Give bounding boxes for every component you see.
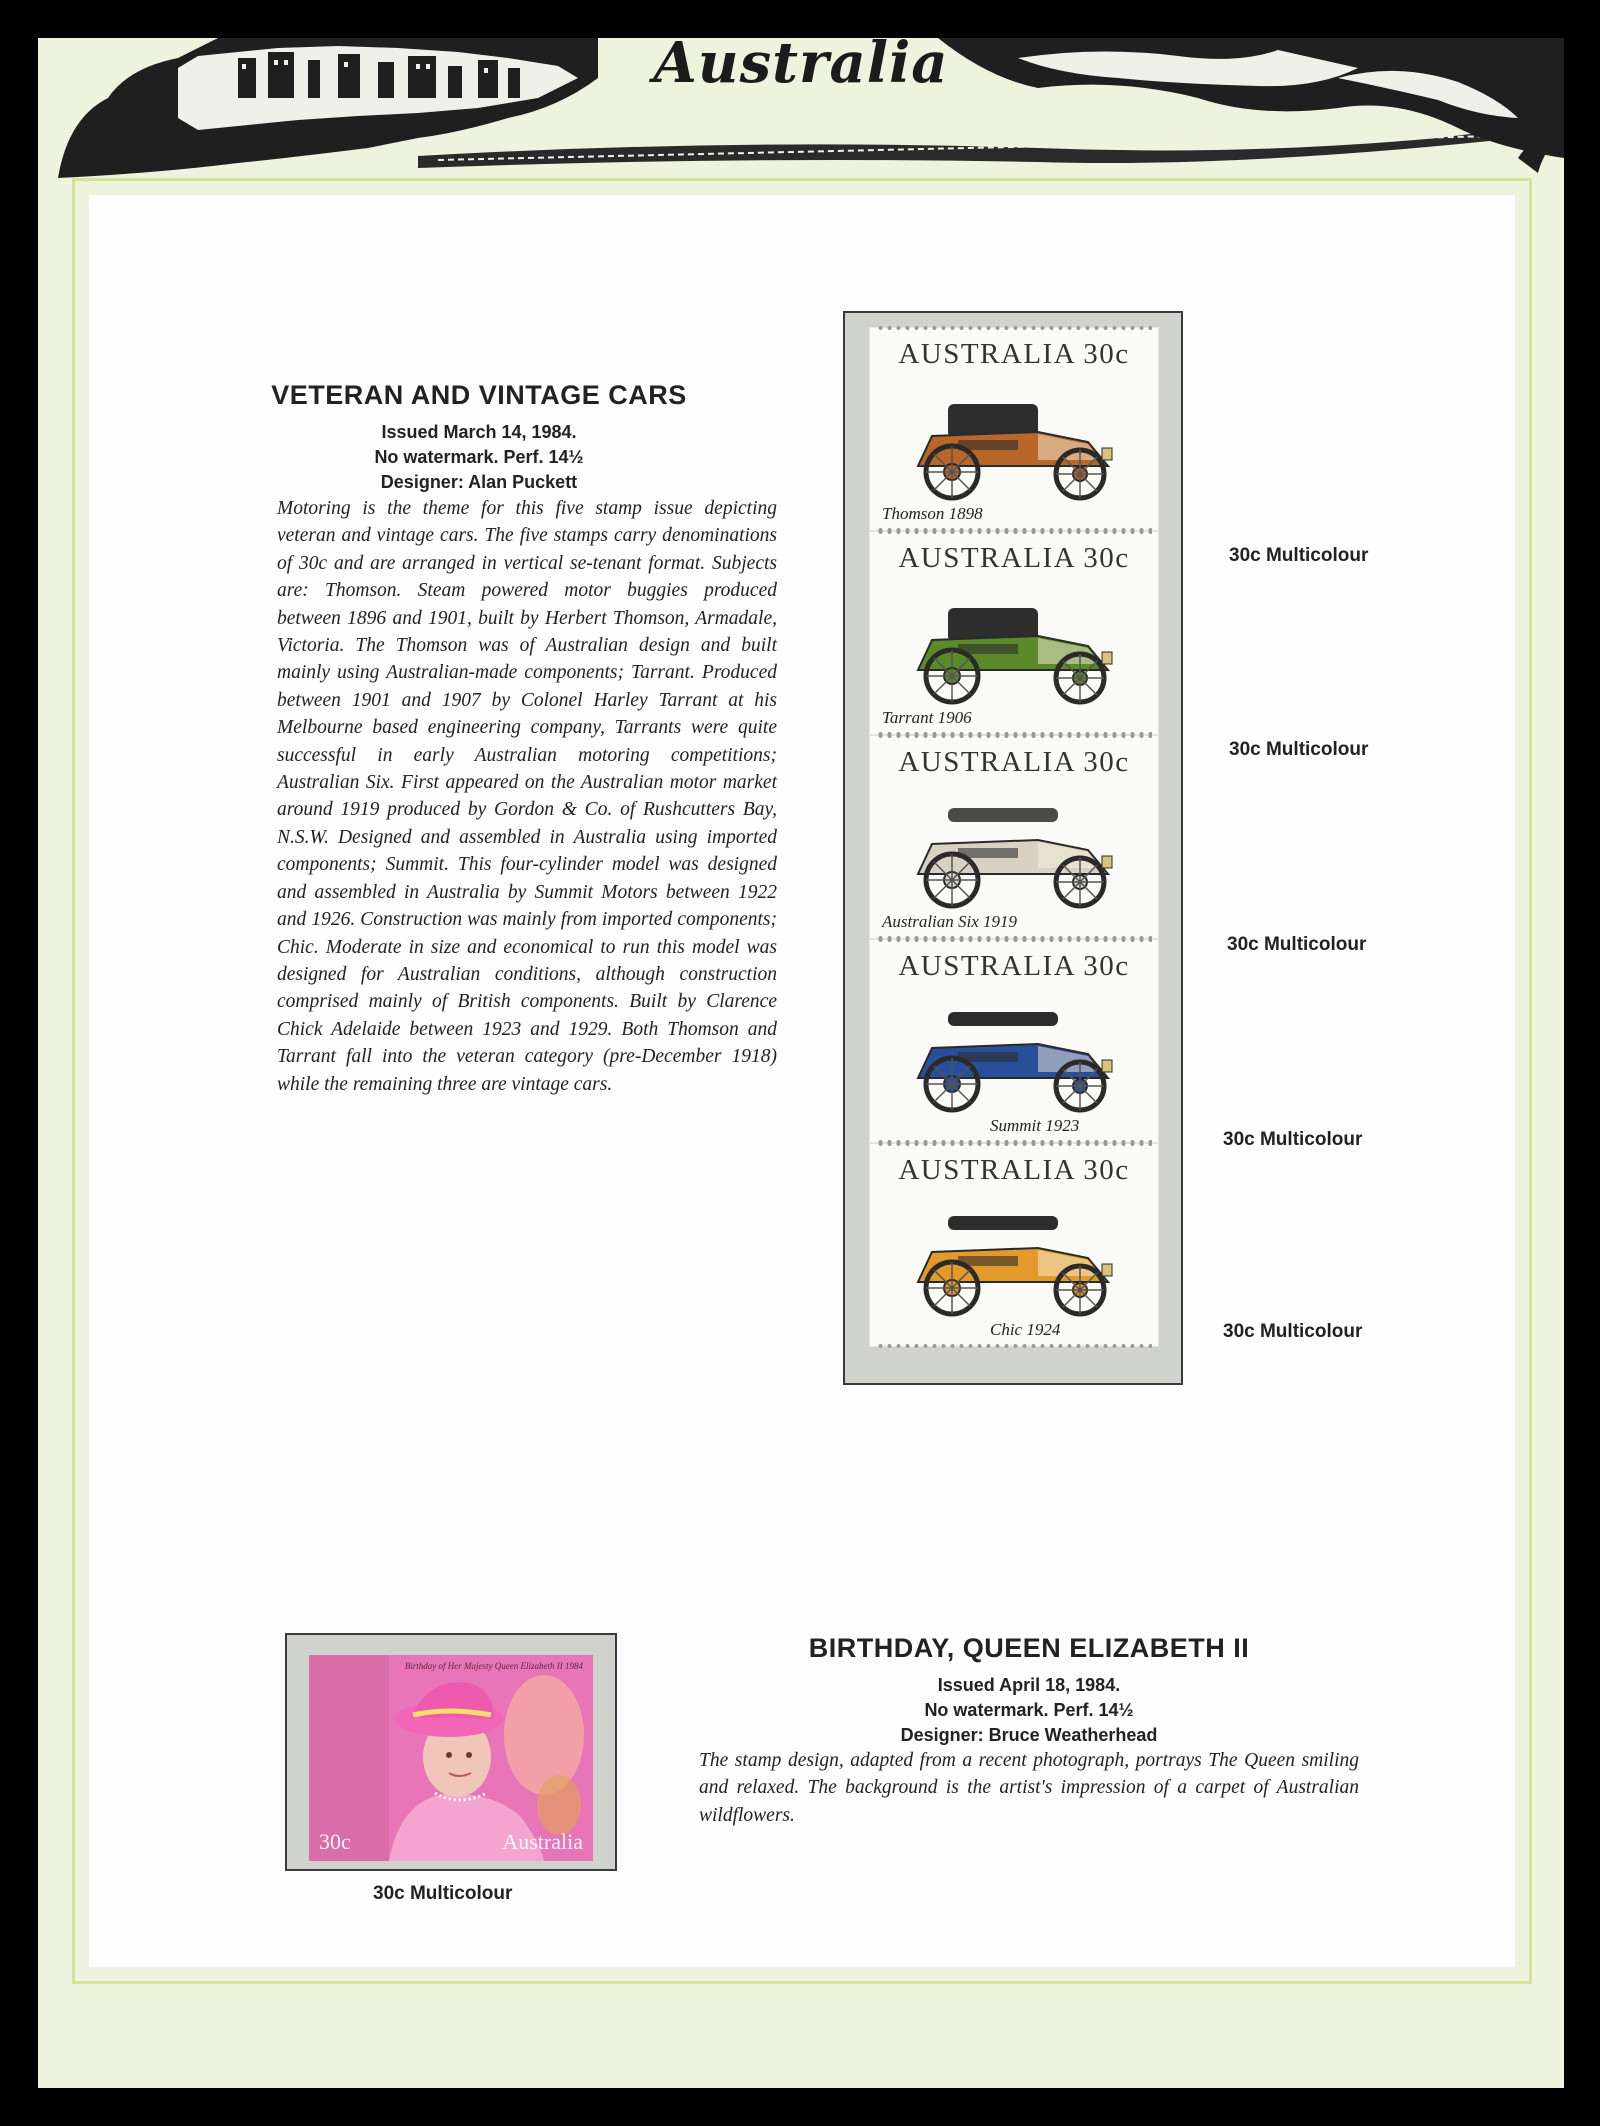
cars-title: VETERAN AND VINTAGE CARS — [271, 380, 687, 410]
birthday-perf: No watermark. Perf. 14½ — [924, 1700, 1134, 1720]
car-stamp — [869, 531, 1159, 735]
car-stamp-country: AUSTRALIA 30c — [898, 950, 1130, 982]
birthday-description: The stamp design, adapted from a recent photograph, portrays The Queen smiling and relaxed. The background is the artist's impression of a carpet of Australian wildflowers. — [699, 1750, 1359, 1826]
car-stamp — [869, 327, 1159, 531]
car-illustration — [888, 1194, 1142, 1322]
page-header — [38, 38, 1564, 178]
car-illustration — [888, 990, 1142, 1118]
birthday-issued: Issued April 18, 1984. — [937, 1675, 1121, 1695]
queen-stamp-mount — [285, 1633, 617, 1871]
perforation — [876, 937, 1152, 943]
car-illustration — [888, 786, 1142, 914]
car-stamp-name: Thomson 1898 — [882, 504, 983, 523]
stamp-caption: 30c Multicolour — [1223, 1129, 1363, 1150]
stamp-caption: 30c Multicolour — [1227, 934, 1367, 955]
queen-stamp-inscription: Birthday of Her Majesty Queen Elizabeth II 1984 — [404, 1661, 583, 1671]
birthday-meta — [769, 1673, 1289, 1748]
cars-description: Motoring is the theme for this five stamp issue depicting veteran and vintage cars. The five stamps carry denominations of 30c and are arranged in vertical se-tenant format. Subjects are: Thomson. Steam powered motor buggies produced between 1896 and 1901, built by Herbert Thomson, Armadale, Victoria. The Thomson was of Australian design and built mainly using Australian-made components; Tarrant. Produced between 1901 and 1907 by Colonel Harley Tarrant at his Melbourne based engineering company, Tarrants were quite successful in early Australian motoring competitions; Australian Six. First appeared on the Australian motor market around 1919 produced by Gordon & Co. of Rushcutters Bay, N.S.W. Designed and assembled in Australia using imported components; Summit. This four-cylinder model was designed and assembled in Australia by Summit Motors between 1922 and 1926. Construction was mainly from imported components; Chic. Moderate in size and economical to run this model was designed for Australian conditions, although construction comprised mainly of British components. Built by Clarence Chick Adelaide between 1923 and 1929. Both Thomson and Tarrant fall into the veteran category (pre-December 1918) while the remaining three are vintage cars. — [277, 498, 777, 1095]
car-illustration — [888, 582, 1142, 710]
queen-stamp-value: 30c — [319, 1829, 351, 1854]
car-stamp-country: AUSTRALIA 30c — [898, 1154, 1130, 1186]
header-title: Australia — [653, 38, 949, 96]
cars-meta — [269, 420, 689, 495]
car-stamp-name: Summit 1923 — [990, 1116, 1080, 1135]
car-stamp-country: AUSTRALIA 30c — [898, 542, 1130, 574]
cars-perf: No watermark. Perf. 14½ — [374, 447, 584, 467]
car-stamp-country: AUSTRALIA 30c — [898, 338, 1130, 370]
birthday-designer: Designer: Bruce Weatherhead — [900, 1725, 1158, 1745]
car-stamp — [869, 1143, 1159, 1347]
queen-stamp-country: Australia — [502, 1829, 583, 1854]
car-stamp-name: Chic 1924 — [990, 1320, 1061, 1339]
stamp-caption: 30c Multicolour — [1229, 739, 1369, 760]
page-content — [89, 195, 1515, 1967]
album-page — [38, 38, 1564, 2088]
stamp-caption: 30c Multicolour — [1223, 1321, 1363, 1342]
car-stamp-name: Tarrant 1906 — [882, 708, 972, 727]
perforation — [876, 325, 1152, 331]
stamp-caption: 30c Multicolour — [1229, 545, 1369, 566]
birthday-title: BIRTHDAY, QUEEN ELIZABETH II — [808, 1633, 1250, 1663]
car-stamp — [869, 939, 1159, 1143]
car-illustration — [888, 378, 1142, 506]
car-stamp-name: Australian Six 1919 — [882, 912, 1018, 931]
perforation — [876, 1141, 1152, 1147]
car-stamp — [869, 735, 1159, 939]
perforation — [876, 1343, 1152, 1349]
cars-stamp-mount — [843, 311, 1183, 1385]
car-stamp-country: AUSTRALIA 30c — [898, 746, 1130, 778]
queen-stamp — [309, 1655, 593, 1861]
cars-issued: Issued March 14, 1984. — [381, 422, 577, 442]
page-panel — [72, 178, 1532, 1984]
queen-stamp-caption: 30c Multicolour — [373, 1883, 513, 1904]
perforation — [876, 529, 1152, 535]
perforation — [876, 733, 1152, 739]
cars-designer: Designer: Alan Puckett — [380, 472, 578, 492]
